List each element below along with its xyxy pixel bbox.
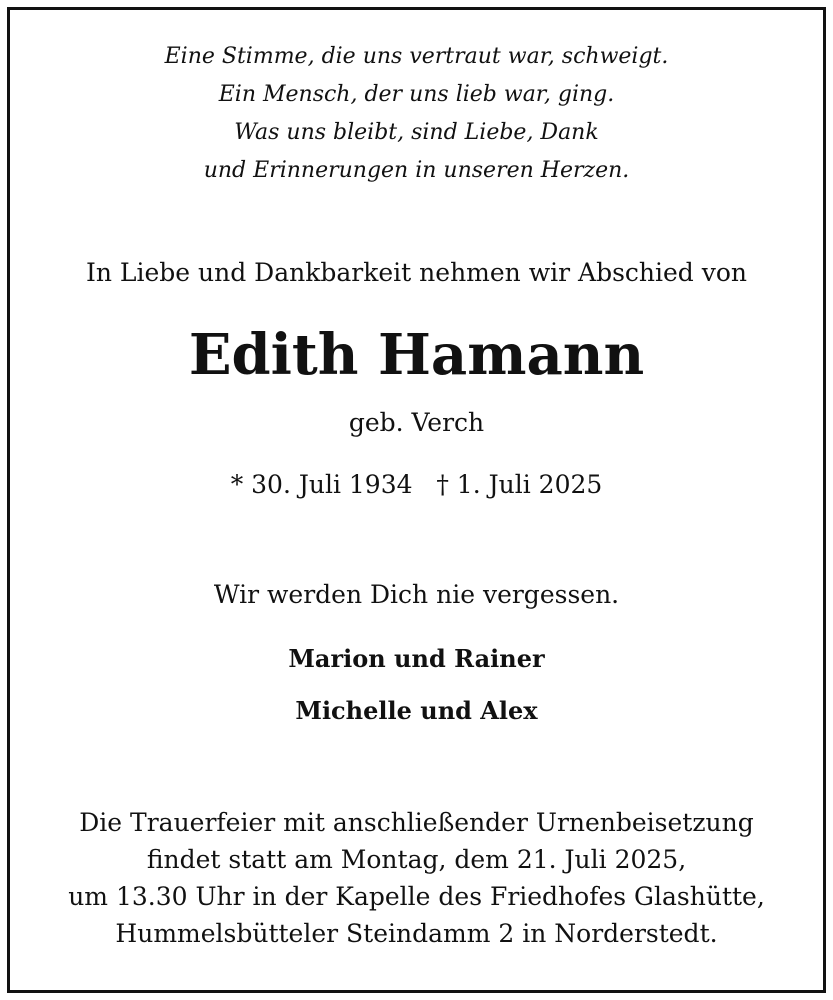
maiden-name: geb. Verch [348, 408, 485, 437]
mourner: Marion und Rainer [288, 644, 545, 673]
deceased-name: Edith Hamann [188, 322, 645, 388]
poem-line: Was uns bleibt, sind Liebe, Dank [234, 120, 599, 145]
poem-line: und Erinnerungen in unseren Herzen. [203, 158, 630, 183]
mourner: Michelle und Alex [295, 696, 538, 725]
service-line: findet statt am Montag, dem 21. Juli 2025, [146, 845, 687, 874]
service-line: um 13.30 Uhr in der Kapelle des Friedhofes Glashütte, [68, 882, 765, 911]
life-dates: * 30. Juli 1934 † 1. Juli 2025 [230, 470, 603, 499]
poem-line: Eine Stimme, die uns vertraut war, schweigt. [164, 44, 669, 69]
service-line: Die Trauerfeier mit anschließender Urnenbeisetzung [79, 808, 754, 837]
poem-line: Ein Mensch, der uns lieb war, ging. [218, 82, 615, 107]
service-line: Hummelsbütteler Steindamm 2 in Norderstedt. [115, 919, 718, 948]
farewell-text: Wir werden Dich nie vergessen. [213, 580, 620, 609]
intro-text: In Liebe und Dankbarkeit nehmen wir Abschied von [85, 258, 748, 287]
